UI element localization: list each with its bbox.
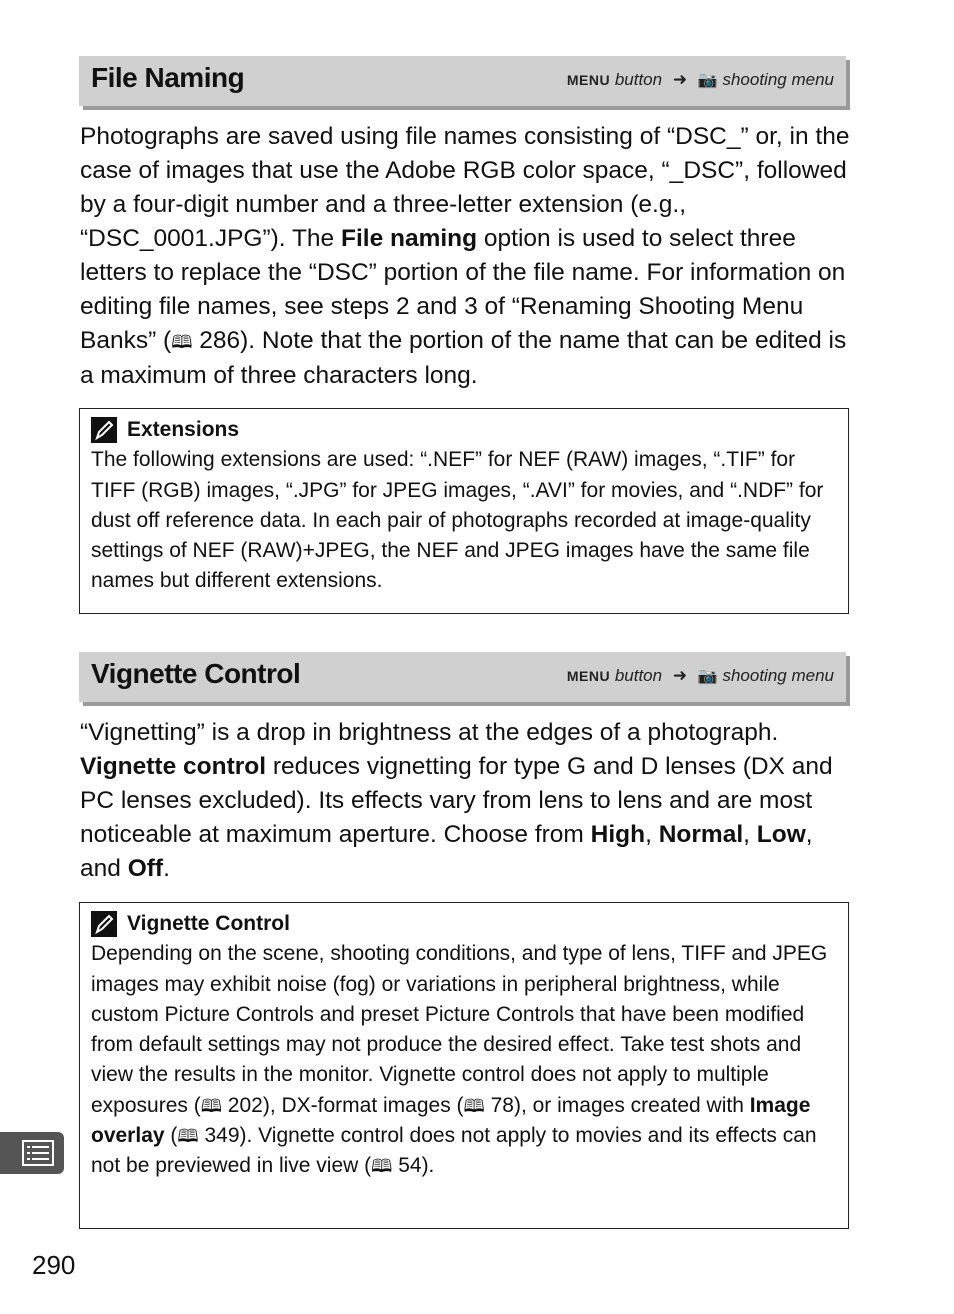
menu-path-name: shooting menu bbox=[722, 666, 834, 685]
text-run: 78), or images created with bbox=[484, 1093, 750, 1117]
menu-key-label: MENU bbox=[566, 668, 611, 684]
text-run: Photographs are saved using file names consisting of “DSC_” or, in the case of images that use the Adobe RGB color space, “_DSC”, followed by a four-digit number and a three-letter extension (e.g., “DSC_0001.JPG”). The bbox=[80, 123, 850, 252]
text-run: reduces vignetting for type G and D lenses (DX and PC lenses excluded). Its effects vary from lens to lens and are most noticeable at maximum aperture. Choose from bbox=[80, 753, 833, 848]
section-header-vignette-control bbox=[79, 652, 846, 702]
note-vignette-control bbox=[79, 902, 849, 1229]
note-body: The following extensions are used: “.NEF” for NEF (RAW) images, “.TIF” for TIFF (RGB) images, “.JPG” for JPEG images, “.AVI” for movies, and “.NDF” for dust off reference data. In each pair of photographs recorded at image-quality settings of NEF (RAW)+JPEG, the NEF and JPEG images have the same file names but different extensions. bbox=[91, 448, 824, 593]
option-normal: Normal bbox=[658, 821, 744, 848]
note-extensions bbox=[79, 408, 849, 614]
note-title: Vignette Control bbox=[127, 912, 290, 935]
menu-path-name: shooting menu bbox=[722, 70, 834, 89]
text-run: , bbox=[645, 821, 659, 848]
menu-path bbox=[567, 70, 834, 90]
note-title: Extensions bbox=[127, 418, 240, 441]
menu-path-button: button bbox=[614, 70, 663, 89]
option-high: High bbox=[590, 821, 646, 848]
text-run: , and bbox=[80, 821, 813, 882]
menu-path-button: button bbox=[614, 666, 663, 685]
text-run: 202), DX-format images ( bbox=[221, 1093, 464, 1117]
note-pencil-icon bbox=[91, 911, 117, 937]
book-icon: 🕮 bbox=[171, 332, 193, 352]
vignette-paragraph bbox=[80, 716, 860, 886]
book-icon: 🕮 bbox=[177, 1126, 199, 1147]
camera-icon: 📷 bbox=[697, 668, 718, 685]
note-header bbox=[91, 909, 838, 939]
menu-path bbox=[567, 666, 834, 686]
arrow-icon: ➜ bbox=[672, 666, 688, 685]
book-icon: 🕮 bbox=[200, 1095, 222, 1116]
text-run: . bbox=[163, 855, 170, 882]
note-body bbox=[91, 939, 838, 1181]
note-header bbox=[91, 415, 838, 445]
book-icon: 🕮 bbox=[371, 1156, 393, 1177]
note-pencil-icon bbox=[91, 417, 117, 443]
text-run: 54). bbox=[392, 1154, 435, 1178]
section-title: File Naming bbox=[91, 62, 245, 93]
text-run: “Vignetting” is a drop in brightness at the edges of a photograph. bbox=[80, 719, 779, 746]
camera-icon: 📷 bbox=[697, 72, 718, 89]
text-run: , bbox=[743, 821, 757, 848]
text-run: option is used to select three letters to replace the “DSC” portion of the file name. For information on editing file names, see steps 2 and 3 of “Renaming Shooting Menu Banks” ( bbox=[80, 225, 846, 354]
text-run: 349). Vignette control does not apply to movies and its effects can not be previewed in live view ( bbox=[91, 1124, 817, 1178]
book-icon: 🕮 bbox=[463, 1095, 485, 1116]
option-off: Off bbox=[127, 855, 164, 882]
option-low: Low bbox=[756, 821, 806, 848]
bold-term: File naming bbox=[340, 225, 478, 252]
arrow-icon: ➜ bbox=[672, 70, 688, 89]
text-run: Depending on the scene, shooting conditions, and type of lens, TIFF and JPEG images may exhibit noise (fog) or variations in peripheral brightness, while custom Picture Controls and preset Picture Controls that have been modified from default settings may not produce the desired effect. Take test shots and view the results in the monitor. Vignette control does not apply to multiple exposures ( bbox=[91, 942, 828, 1117]
page-number: 290 bbox=[32, 1250, 76, 1280]
text-run: ( bbox=[164, 1124, 178, 1148]
bold-term: Image overlay bbox=[91, 1093, 811, 1148]
section-header-file-naming bbox=[79, 56, 846, 106]
text-run: 286). Note that the portion of the name that can be edited is a maximum of three characters long. bbox=[80, 327, 847, 389]
bold-term: Vignette control bbox=[80, 753, 267, 780]
file-naming-paragraph bbox=[80, 120, 860, 393]
section-title: Vignette Control bbox=[91, 658, 301, 689]
section-tab[interactable] bbox=[0, 1132, 64, 1174]
menu-key-label: MENU bbox=[566, 72, 611, 88]
menu-list-icon bbox=[22, 1140, 54, 1166]
